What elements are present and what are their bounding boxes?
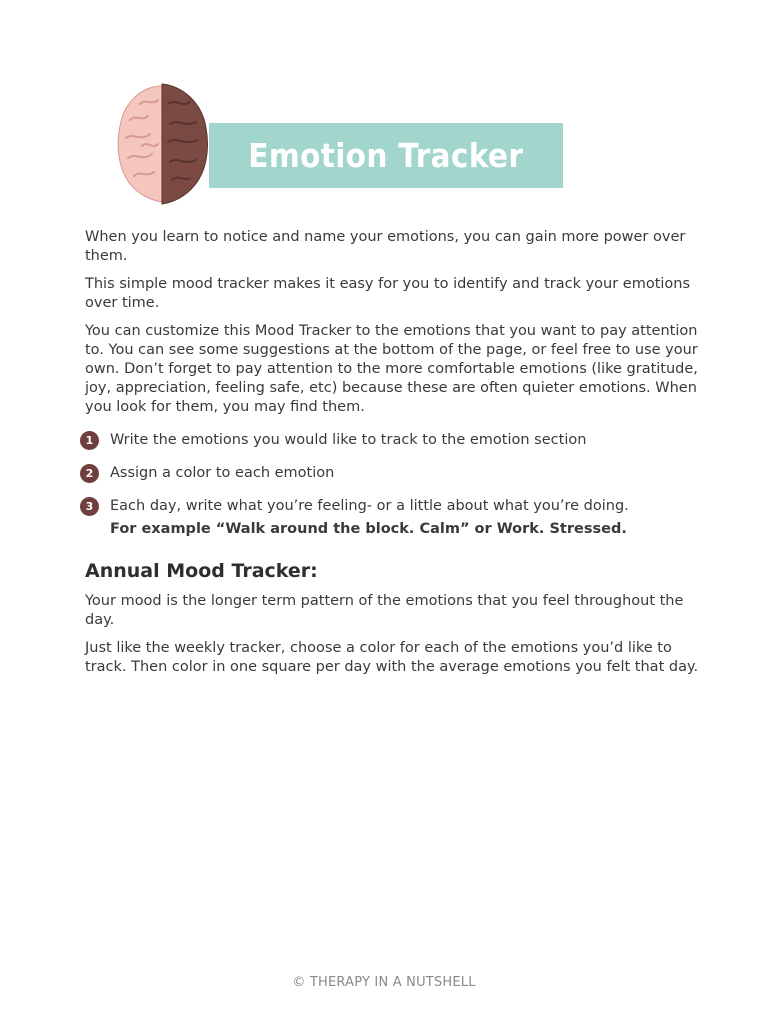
- intro-paragraph-1: When you learn to notice and name your emotions, you can gain more power over them.: [85, 229, 686, 264]
- steps-list: [85, 431, 710, 539]
- step-text: Write the emotions you would like to track to the emotion section: [110, 432, 587, 448]
- brain-icon: [112, 80, 212, 208]
- intro-paragraph-3: You can customize this Mood Tracker to the emotions that you want to pay attention to. You can see some suggestions at the bottom of the page, or feel free to use your own. Don’t forget to pay attention to the more comfortable emotions (like gratitude, joy, appreciation, feeling safe, etc) because these are often quieter emotions. When you look for them, you may find them.: [85, 323, 698, 415]
- step-item: [85, 464, 710, 483]
- step-text: Each day, write what you’re feeling- or a little about what you’re doing.: [110, 498, 629, 514]
- title-banner: [209, 123, 563, 188]
- annual-paragraph-2: Just like the weekly tracker, choose a color for each of the emotions you’d like to track. Then color in one square per day with the average emotions you felt that day.: [85, 640, 699, 675]
- annual-heading: Annual Mood Tracker:: [85, 560, 318, 582]
- step-text: Assign a color to each emotion: [110, 465, 335, 481]
- main-content: [85, 228, 710, 686]
- step-number-badge: 2: [80, 464, 99, 483]
- step-item: [85, 497, 710, 539]
- step-number-badge: 3: [80, 497, 99, 516]
- step-example: For example “Walk around the block. Calm” or Work. Stressed.: [110, 521, 627, 537]
- step-item: [85, 431, 710, 450]
- step-number-badge: 1: [80, 431, 99, 450]
- annual-paragraph-1: Your mood is the longer term pattern of the emotions that you feel throughout the day.: [85, 593, 684, 628]
- intro-paragraph-2: This simple mood tracker makes it easy for you to identify and track your emotions over time.: [85, 276, 691, 311]
- footer-copyright: © THERAPY IN A NUTSHELL: [292, 975, 476, 990]
- header: [112, 80, 572, 208]
- page-title: Emotion Tracker: [248, 136, 524, 175]
